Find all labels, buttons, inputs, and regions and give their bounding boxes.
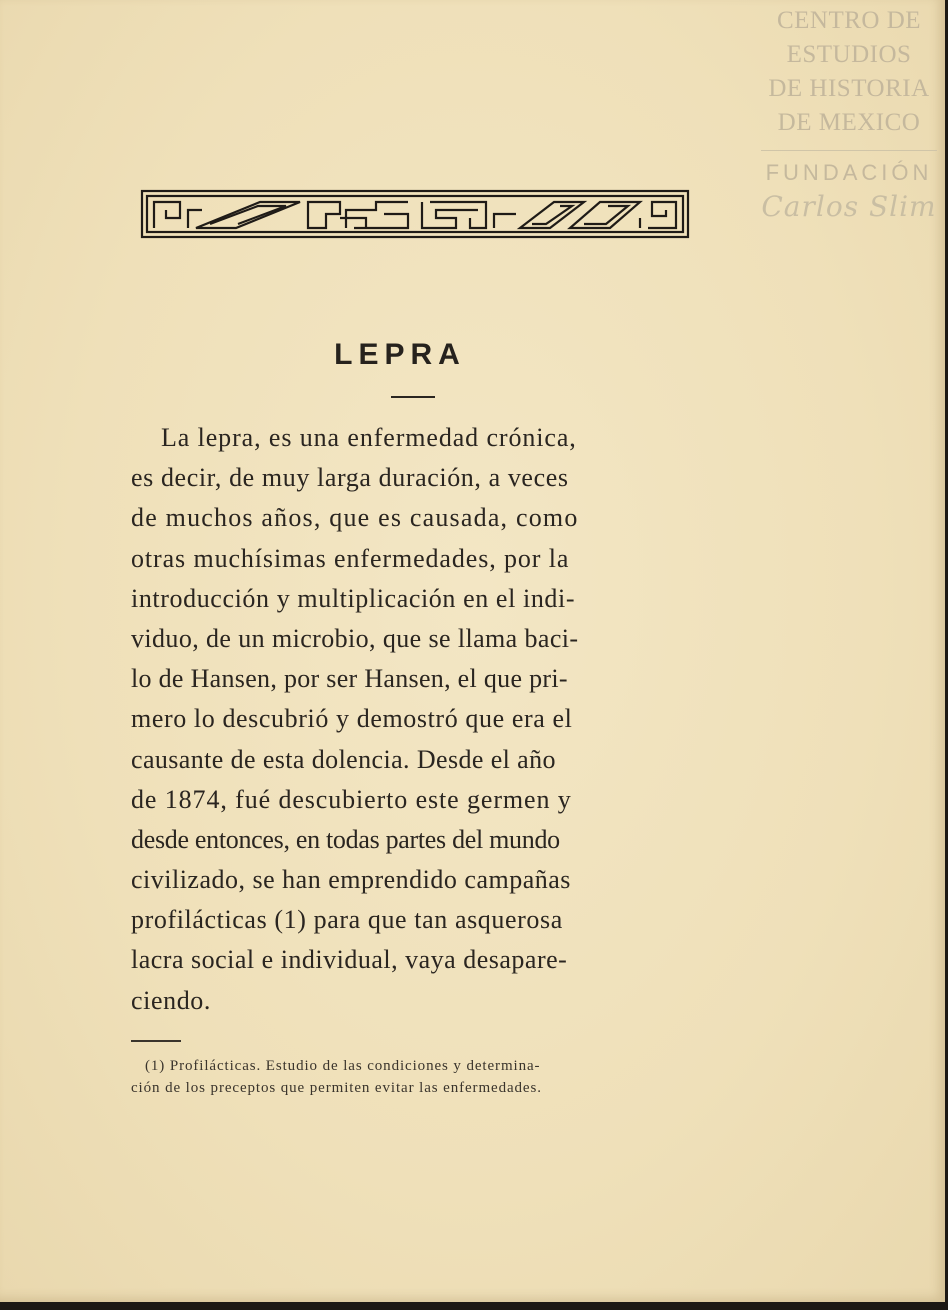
- body-line: de 1874, fué descubierto este germen y: [131, 784, 572, 814]
- body-line: es decir, de muy larga duración, a veces: [131, 463, 569, 493]
- body-line: La lepra, es una enfermedad crónica,: [161, 423, 577, 452]
- footnote: [131, 1055, 691, 1099]
- body-line: causante de esta dolencia. Desde el año: [131, 744, 556, 774]
- body-line: desde entonces, en todas partes del mundo: [131, 824, 560, 854]
- footnote-divider: [131, 1040, 181, 1042]
- archive-watermark: [755, 4, 943, 227]
- footnote-line: (1) Profilácticas. Estudio de las condiciones y determina-: [145, 1058, 541, 1074]
- body-line: lo de Hansen, por ser Hansen, el que pri-: [131, 664, 568, 694]
- footnote-line: ción de los preceptos que permiten evitar las enfermedades.: [131, 1080, 542, 1096]
- watermark-foundation: FUNDACIÓN: [765, 160, 933, 185]
- body-line: viduo, de un microbio, que se llama baci-: [131, 623, 579, 653]
- body-line: otras muchísimas enfermedades, por la: [131, 543, 570, 573]
- title-divider: [391, 396, 435, 398]
- body-line: civilizado, se han emprendido campañas: [131, 865, 571, 895]
- body-line: ciendo.: [131, 985, 212, 1015]
- watermark-line: CENTRO DE: [776, 7, 922, 34]
- greek-key-ornament: [140, 188, 690, 240]
- body-line: mero lo descubrió y demostró que era el: [131, 704, 573, 734]
- watermark-line: DE MEXICO: [777, 109, 921, 136]
- body-line: introducción y multiplicación en el indi-: [131, 583, 576, 613]
- body-line: lacra social e individual, vaya desapare-: [131, 945, 568, 975]
- watermark-signature: Carlos Slim: [761, 190, 937, 223]
- watermark-divider: [761, 150, 937, 151]
- body-line: de muchos años, que es causada, como: [131, 503, 579, 533]
- body-line: profilácticas (1) para que tan asquerosa: [131, 905, 563, 935]
- watermark-line: DE HISTORIA: [768, 75, 930, 102]
- body-text: [131, 418, 689, 1021]
- page-title: LEPRA: [334, 338, 466, 371]
- watermark-line: ESTUDIOS: [786, 41, 912, 68]
- scan-border: [0, 1302, 948, 1310]
